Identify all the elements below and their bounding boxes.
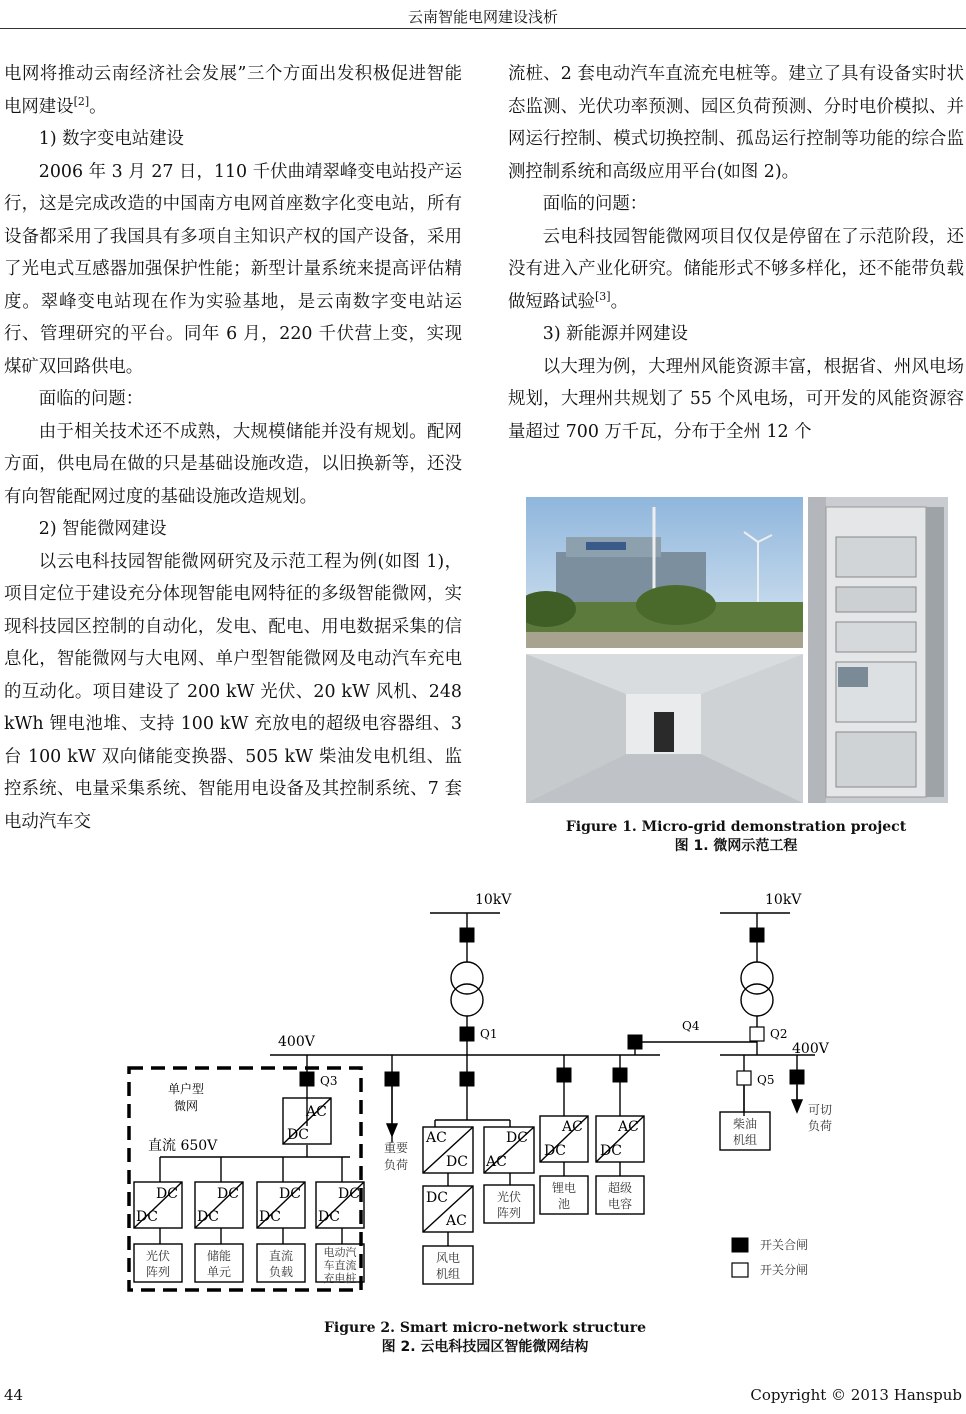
legend-open: 开关分闸 <box>760 1263 809 1277</box>
legend-closed: 开关合闸 <box>760 1238 809 1252</box>
device-pv-1: 光伏 <box>145 1249 171 1263</box>
device-pv2-1: 光伏 <box>496 1190 522 1204</box>
figure2-caption-en: Figure 2. Smart micro-network structure <box>323 1320 646 1336</box>
load-important-2: 负荷 <box>383 1158 409 1172</box>
conv-q3-dc: DC <box>287 1127 309 1143</box>
label-dc-bus: 直流 650V <box>148 1138 218 1154</box>
conv-wind2-ac: AC <box>446 1213 467 1229</box>
label-10kv-right: 10kV <box>765 892 802 908</box>
device-wind-1: 风电 <box>435 1251 461 1265</box>
device-ev-1: 电动汽 <box>323 1246 357 1259</box>
section-heading: 2) 智能微网建设 <box>38 519 167 539</box>
device-li-2: 池 <box>557 1197 571 1211</box>
section-heading: 1) 数字变电站建设 <box>38 129 184 149</box>
copyright: Copyright © 2013 Hanspub <box>750 1386 962 1404</box>
load-important-1: 重要 <box>383 1141 409 1155</box>
device-pv-2: 阵列 <box>145 1265 171 1279</box>
device-cap-1: 超级 <box>607 1181 633 1195</box>
conv-load-dc-top: DC <box>279 1186 301 1202</box>
conv-pv-dc-bottom: DC <box>136 1209 158 1225</box>
section-heading: 3) 新能源并网建设 <box>542 324 688 344</box>
device-storage-2: 单元 <box>206 1265 232 1279</box>
conv-ev-dc-top: DC <box>338 1186 360 1202</box>
conv-pv-dc-top: DC <box>156 1186 178 1202</box>
label-10kv-left: 10kV <box>475 892 512 908</box>
device-dcload-1: 直流 <box>268 1249 294 1263</box>
label-household-2: 微网 <box>174 1099 199 1113</box>
paragraph: 以大理为例，大理州风能资源丰富，根据省、州风电场规划，大理州共规划了 55 个风电场，可开发的风能资源容量超过 700 万千瓦，分布于全州 12 个 <box>508 356 964 442</box>
device-diesel-2: 机组 <box>732 1133 758 1147</box>
load-cut-1: 可切 <box>807 1103 833 1117</box>
label-400v-left: 400V <box>278 1034 315 1050</box>
figure2-caption <box>240 1319 730 1357</box>
device-cap-2: 电容 <box>607 1197 633 1211</box>
paragraph: 面临的问题： <box>542 194 648 214</box>
device-dcload-2: 负载 <box>268 1265 294 1279</box>
paragraph: 由于相关技术还不成熟，大规模储能并没有规划。配网方面，供电局在做的只是基础设施改造，以旧换新等，还没有向智能配网过度的基础设施改造规划。 <box>4 421 462 507</box>
photo-corridor <box>526 654 803 803</box>
paragraph: 云电科技园智能微网项目仅仅是停留在了示范阶段，还没有进入产业化研究。储能形式不够多样化，还不能带负载做短路试验[3]。 <box>508 226 964 312</box>
conv-load-dc-bottom: DC <box>259 1209 281 1225</box>
label-q4: Q4 <box>682 1019 700 1033</box>
device-pv2-2: 阵列 <box>496 1206 522 1220</box>
conv-cap-dc: DC <box>600 1143 622 1159</box>
citation: [3] <box>594 289 611 303</box>
header-rule <box>0 28 966 29</box>
conv-cap-ac: AC <box>618 1119 639 1135</box>
conv-pv2-dc: DC <box>506 1130 528 1146</box>
figure1-caption <box>508 818 964 856</box>
label-household-1: 单户型 <box>168 1082 205 1096</box>
conv-storage-dc-bottom: DC <box>197 1209 219 1225</box>
conv-pv2-ac: AC <box>486 1154 507 1170</box>
label-400v-right: 400V <box>792 1041 829 1057</box>
citation: [2] <box>73 94 90 108</box>
figure2-caption-zh: 图 2. 云电科技园区智能微网结构 <box>381 1339 589 1355</box>
conv-li-ac: AC <box>562 1119 583 1135</box>
label-q5: Q5 <box>757 1073 775 1087</box>
paragraph: 以云电科技园智能微网研究及示范工程为例(如图 1)，项目定位于建设充分体现智能电网特征的多级智能微网，实现科技园区控制的自动化，发电、配电、用电数据采集的信息化，智能微网与大电网、单户型智能微网及电动汽车充电的互动化。项目建设了 200 kW 光伏、20 kW 风机、248 kWh 锂电池堆、支持 100 kW 充放电的超级电容器组、3 台 100 kW 双向储能变换器、505 kW 柴油发电机组、监控系统、电量采集系统、智能用电设备及其控制系统、7 套电动汽车交 <box>4 551 462 832</box>
page-number: 44 <box>4 1386 24 1404</box>
conv-storage-dc-top: DC <box>217 1186 239 1202</box>
conv-wind2-dc: DC <box>426 1190 448 1206</box>
paragraph: 电网将推动云南经济社会发展”三个方面出发积极促进智能电网建设[2]。 <box>4 64 462 117</box>
device-ev-3: 充电桩 <box>323 1272 357 1285</box>
paragraph: 面临的问题： <box>38 389 144 409</box>
conv-ev-dc-bottom: DC <box>318 1209 340 1225</box>
load-cut-2: 负荷 <box>807 1119 833 1133</box>
device-wind-2: 机组 <box>435 1267 461 1281</box>
left-column <box>4 58 462 838</box>
device-li-1: 锂电 <box>551 1181 577 1195</box>
device-diesel-1: 柴油 <box>732 1117 758 1131</box>
label-q1: Q1 <box>480 1027 498 1041</box>
microgrid-diagram <box>120 880 860 1300</box>
device-storage-1: 储能 <box>206 1249 232 1263</box>
conv-li-dc: DC <box>544 1143 566 1159</box>
running-header: 云南智能电网建设浅析 <box>407 8 558 26</box>
conv-wind-dc: DC <box>446 1154 468 1170</box>
photo-cabinet <box>808 497 948 803</box>
paragraph: 流桩、2 套电动汽车直流充电桩等。建立了具有设备实时状态监测、光伏功率预测、园区负荷预测、分时电价模拟、并网运行控制、模式切换控制、孤岛运行控制等功能的综合监测控制系统和高级应用平台(如图 2)。 <box>508 64 964 182</box>
conv-wind-ac: AC <box>426 1130 447 1146</box>
figure1-caption-zh: 图 1. 微网示范工程 <box>674 838 798 854</box>
conv-q3-ac: AC <box>306 1104 327 1120</box>
paragraph: 2006 年 3 月 27 日，110 千伏曲靖翠峰变电站投产运行，这是完成改造的中国南方电网首座数字化变电站，所有设备都采用了我国具有多项自主知识产权的国产设备，采用了光电式互感器加强保护性能；新型计量系统来提高评估精度。翠峰变电站现在作为实验基地，是云南数字变电站运行、管理研究的平台。同年 6 月，220 千伏营上变，实现煤矿双回路供电。 <box>4 161 462 377</box>
label-q2: Q2 <box>770 1027 788 1041</box>
photo-building <box>526 497 803 648</box>
device-ev-2: 车直流 <box>323 1259 357 1272</box>
label-q3: Q3 <box>320 1074 338 1088</box>
figure1-caption-en: Figure 1. Micro-grid demonstration project <box>565 819 907 835</box>
right-column <box>508 58 964 448</box>
